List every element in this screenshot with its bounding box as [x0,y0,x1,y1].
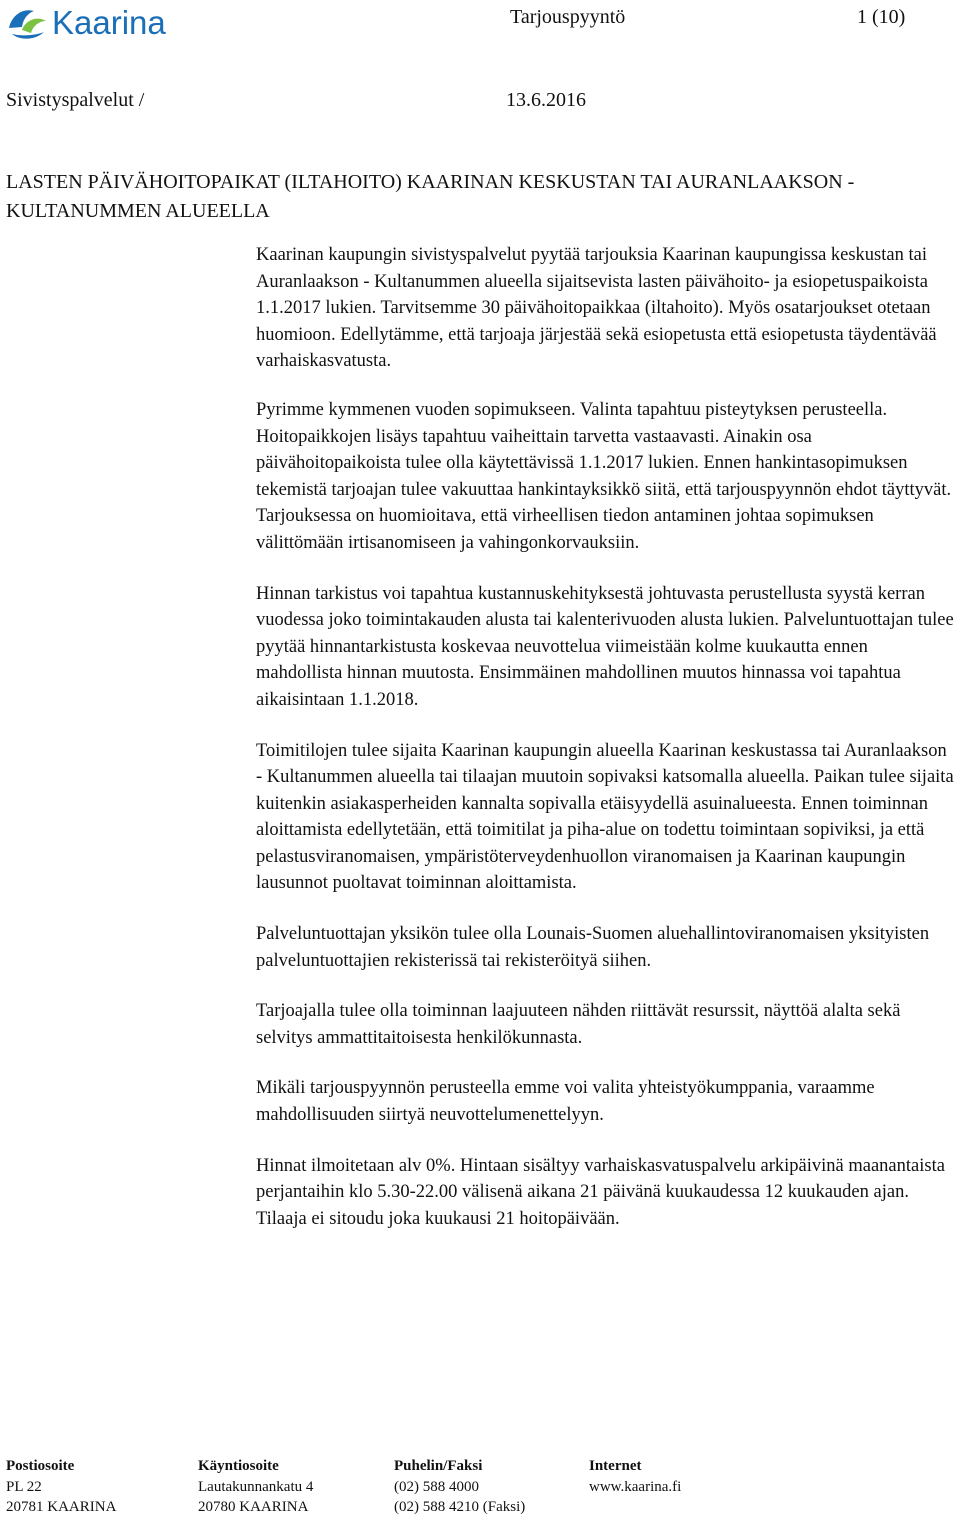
paragraph: Pyrimme kymmenen vuoden sopimukseen. Valinta tapahtuu pisteytyksen perusteella. Hoitopaikkojen lisäys tapahtuu vaiheittain tarvetta vastaavasti. Ainakin osa päivähoitopaikoista tulee olla käytettävissä 1.1.2017 lukien. Ennen hankintasopimuksen tekemistä tarjoajan tulee vakuuttaa hankintayksikkö siitä, että tarjouspyynnön ehdot täyttyvät. Tarjouksessa on huomioitava, että virheellisen tiedon antaminen johtaa sopimuksen välittömään irtisanomiseen ja vahingonkorvauksiin. [256,399,952,553]
paragraph: Kaarinan kaupungin sivistyspalvelut pyytää tarjouksia Kaarinan kaupungissa keskustan tai Auranlaakson - Kultanummen alueella sijaitsevista lasten päivähoito- ja esiopetuspaikoista 1.1.2017 lukien. Tarvitsemme 30 päivähoitopaikkaa (iltahoito). Myös osatarjoukset otetaan huomioon. Edellytämme, että tarjoaja järjestää sekä esiopetusta että esiopetusta täydentävää varhaiskasvatusta. [256,245,937,372]
page-number: 1 (10) [857,6,906,28]
footer-internet [589,1456,681,1497]
paragraph: Hinnan tarkistus voi tapahtua kustannuskehityksestä johtuvasta perustellusta syystä kerran vuodessa joko toimintakauden alusta tai kalenterivuoden alusta lukien. Palveluntuottajan tulee pyytää hinnantarkistusta koskevaa neuvottelua viimeistään kolme kuukautta ennen mahdollista hinnan muutosta. Ensimmäinen mahdollinen muutos hinnassa voi tapahtua aikaisintaan 1.1.2018. [256,583,954,710]
paragraph: Mikäli tarjouspyynnön perusteella emme voi valita yhteistyökumppania, varaamme mahdollisuuden siirtyä neuvottelumenettelyyn. [256,1078,875,1126]
department: Sivistyspalvelut / [6,89,145,111]
footer-line: 20781 KAARINA [6,1499,117,1515]
footer-heading: Puhelin/Faksi [394,1458,483,1474]
kaarina-logo [6,2,206,42]
footer-postal-address [6,1456,116,1518]
footer-heading: Käyntiosoite [198,1458,279,1474]
footer-line: Lautakunnankatu 4 [198,1478,314,1495]
kaarina-logo-icon [6,2,206,42]
footer-phone [394,1456,525,1518]
footer-line: (02) 588 4210 (Faksi) [394,1499,526,1515]
paragraph: Tarjoajalla tulee olla toiminnan laajuuteen nähden riittävät resurssit, näyttöä alalta sekä selvitys ammattitaitoisesta henkilökunnasta. [256,1001,901,1048]
document-title: LASTEN PÄIVÄHOITOPAIKAT (ILTAHOITO) KAARINAN KESKUSTAN TAI AURANLAAKSON - KULTANUMMEN ALUEELLA [6,171,855,222]
footer-line: PL 22 [6,1478,42,1495]
website-link[interactable]: www.kaarina.fi [589,1478,682,1495]
footer-heading: Internet [589,1458,642,1474]
paragraph: Hinnat ilmoitetaan alv 0%. Hintaan sisältyy varhaiskasvatuspalvelu arkipäivinä maanantaista perjantaihin klo 5.30-22.00 välisenä aikana 21 päivänä kuukaudessa 12 kuukauden ajan. Tilaaja ei sitoudu joka kuukausi 21 hoitopäivään. [256,1155,945,1229]
paragraph: Toimitilojen tulee sijaita Kaarinan kaupungin alueella Kaarinan keskustassa tai Auranlaakson - Kultanummen alueella tai tilaajan muutoin sopivaksi katsomalla alueella. Paikan tulee sijaita kuitenkin asiakasperheiden kannalta sopivalla etäisyydellä asuinalueesta. Ennen toiminnan aloittamista edellytetään, että toimitilat ja piha-alue on todettu toimintaan sopiviksi, ja että pelastusviranomaisen, ympäristöterveydenhuollon viranomaisen ja Kaarinan kaupungin lausunnot puoltavat toiminnan aloittamista. [256,740,954,894]
document-body [256,242,956,1256]
footer-line: 20780 KAARINA [198,1499,309,1515]
document-type: Tarjouspyyntö [510,6,626,28]
document-date: 13.6.2016 [506,89,586,111]
svg-text:Kaarina: Kaarina [52,4,166,41]
footer-visiting-address [198,1456,313,1518]
footer-line: (02) 588 4000 [394,1478,479,1495]
paragraph: Palveluntuottajan yksikön tulee olla Lounais-Suomen aluehallintoviranomaisen yksityisten palveluntuottajien rekisterissä tai rekisteröityä siihen. [256,924,930,971]
footer-heading: Postiosoite [6,1458,75,1474]
